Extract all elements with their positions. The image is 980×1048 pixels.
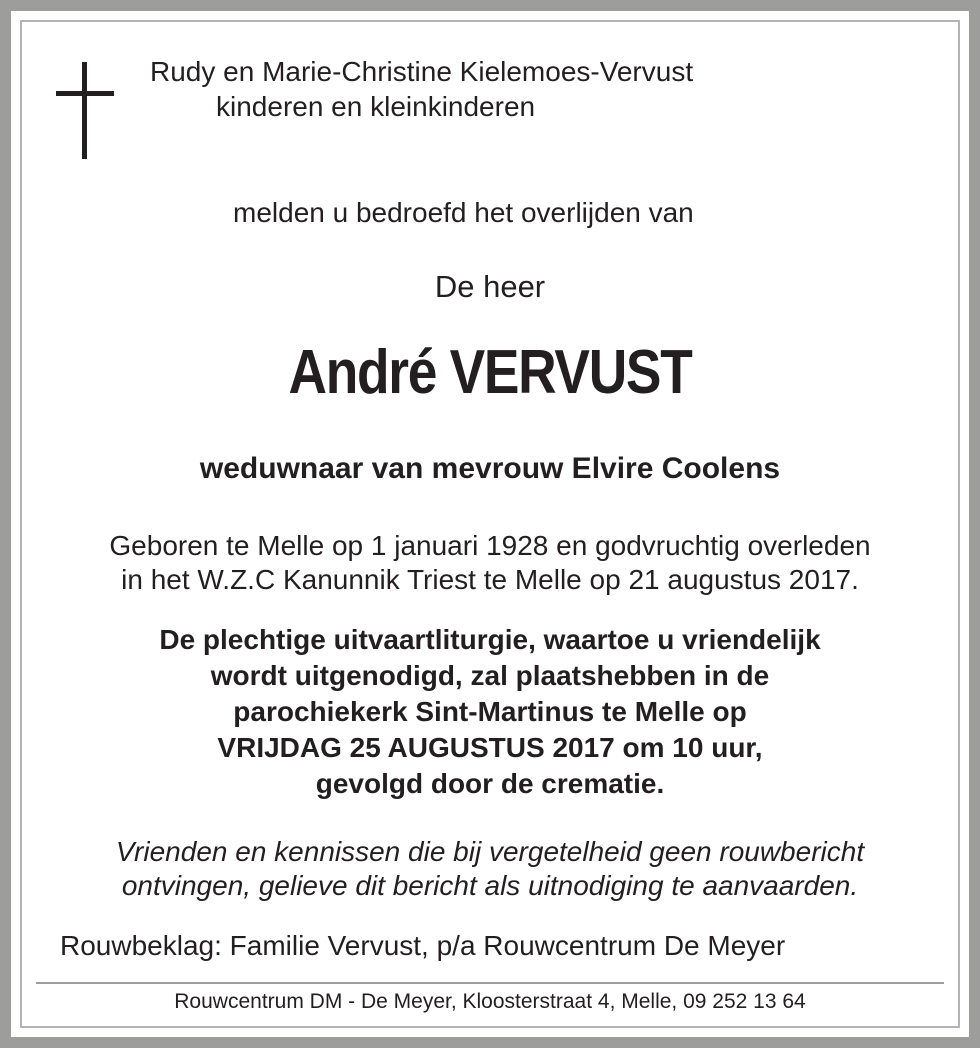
notice-line-2: ontvingen, gelieve dit bericht als uitnodiging te aanvaarden. bbox=[121, 870, 859, 901]
footer-divider bbox=[36, 982, 944, 984]
ceremony-line-4: VRIJDAG 25 AUGUSTUS 2017 om 10 uur, bbox=[217, 732, 763, 763]
ceremony-line-2: wordt uitgenodigd, zal plaatshebben in de bbox=[210, 660, 770, 691]
ceremony-line-1: De plechtige uitvaartliturgie, waartoe u vriendelijk bbox=[159, 624, 821, 655]
ceremony-line-3: parochiekerk Sint-Martinus te Melle op bbox=[233, 696, 747, 727]
deceased-name: André VERVUST bbox=[288, 338, 692, 407]
spouse-line: weduwnaar van mevrouw Elvire Coolens bbox=[199, 452, 781, 485]
death-line: in het W.Z.C Kanunnik Triest te Melle op 21 augustus 2017. bbox=[121, 564, 859, 595]
family-line-2: kinderen en kleinkinderen bbox=[216, 91, 536, 122]
title-prefix: De heer bbox=[434, 269, 546, 304]
family-line-1: Rudy en Marie-Christine Kielemoes-Vervust bbox=[150, 56, 694, 87]
footer-address: Rouwcentrum DM - De Meyer, Kloosterstraat 4, Melle, 09 252 13 64 bbox=[174, 990, 806, 1013]
notice-line-1: Vrienden en kennissen die bij vergetelheid geen rouwbericht bbox=[115, 836, 865, 867]
ceremony-line-5: gevolgd door de crematie. bbox=[315, 768, 665, 799]
cross-icon bbox=[56, 62, 114, 159]
birth-line: Geboren te Melle op 1 januari 1928 en godvruchtig overleden bbox=[109, 530, 871, 561]
condolences-line: Rouwbeklag: Familie Vervust, p/a Rouwcentrum De Meyer bbox=[60, 930, 786, 961]
announcement: melden u bedroefd het overlijden van bbox=[233, 197, 694, 228]
